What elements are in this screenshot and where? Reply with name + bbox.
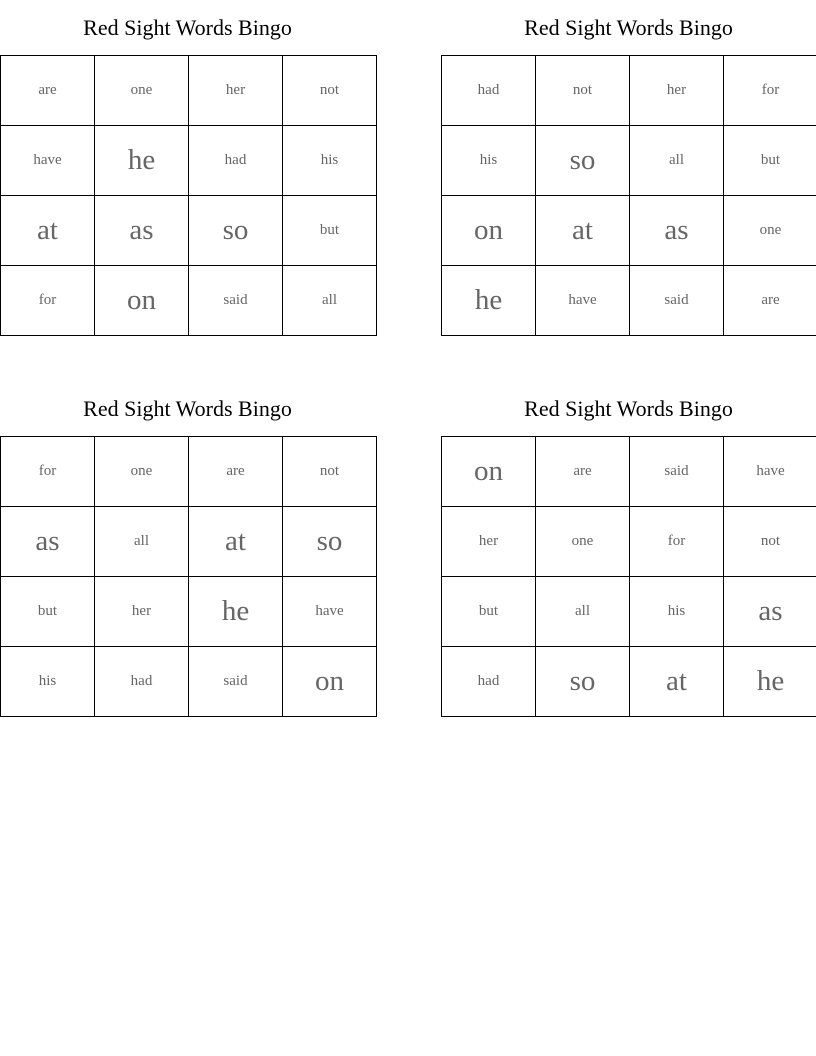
grid-cell: one	[95, 437, 189, 507]
grid-row	[442, 647, 816, 717]
grid-cell: had	[95, 647, 189, 717]
grid-row	[1, 196, 377, 266]
grid-cell: all	[630, 126, 724, 196]
grid-cell: not	[724, 507, 816, 577]
bingo-grid	[0, 55, 377, 336]
grid-cell: said	[189, 647, 283, 717]
bingo-grid	[0, 436, 377, 717]
bingo-grid	[441, 55, 816, 336]
grid-cell: so	[283, 507, 377, 577]
grid-cell: at	[536, 196, 630, 266]
grid-cell: as	[95, 196, 189, 266]
grid-cell: are	[1, 56, 95, 126]
grid-cell: had	[189, 126, 283, 196]
grid-row	[442, 266, 816, 336]
grid-row	[1, 266, 377, 336]
grid-row	[442, 126, 816, 196]
grid-cell: at	[630, 647, 724, 717]
grid-cell: all	[283, 266, 377, 336]
grid-row	[442, 507, 816, 577]
grid-cell: one	[536, 507, 630, 577]
grid-cell: are	[189, 437, 283, 507]
grid-row	[442, 437, 816, 507]
grid-cell: but	[1, 577, 95, 647]
bingo-card-3	[0, 381, 375, 717]
grid-cell: on	[442, 437, 536, 507]
grid-cell: have	[283, 577, 377, 647]
grid-cell: not	[283, 56, 377, 126]
grid-row	[1, 437, 377, 507]
grid-cell: but	[442, 577, 536, 647]
grid-cell: are	[724, 266, 816, 336]
grid-cell: as	[630, 196, 724, 266]
grid-cell: so	[536, 647, 630, 717]
bingo-card-1	[0, 0, 375, 336]
grid-row	[442, 577, 816, 647]
grid-cell: but	[283, 196, 377, 266]
grid-cell: said	[630, 266, 724, 336]
grid-cell: his	[1, 647, 95, 717]
grid-cell: for	[724, 56, 816, 126]
grid-cell: but	[724, 126, 816, 196]
grid-row	[1, 126, 377, 196]
grid-cell: so	[189, 196, 283, 266]
grid-row	[1, 647, 377, 717]
grid-cell: her	[630, 56, 724, 126]
grid-cell: at	[1, 196, 95, 266]
grid-cell: her	[95, 577, 189, 647]
grid-cell: as	[724, 577, 816, 647]
grid-cell: her	[442, 507, 536, 577]
grid-cell: one	[95, 56, 189, 126]
grid-cell: for	[630, 507, 724, 577]
card-title: Red Sight Words Bingo	[83, 396, 292, 421]
grid-cell: he	[724, 647, 816, 717]
grid-row	[442, 56, 816, 126]
grid-cell: said	[189, 266, 283, 336]
grid-cell: not	[283, 437, 377, 507]
card-title: Red Sight Words Bingo	[524, 15, 733, 40]
grid-cell: have	[724, 437, 816, 507]
grid-cell: he	[189, 577, 283, 647]
grid-cell: said	[630, 437, 724, 507]
grid-row	[1, 577, 377, 647]
grid-cell: on	[442, 196, 536, 266]
grid-cell: as	[1, 507, 95, 577]
grid-cell: for	[1, 437, 95, 507]
grid-row	[1, 56, 377, 126]
grid-cell: he	[95, 126, 189, 196]
bingo-card-4	[441, 381, 816, 717]
grid-cell: all	[95, 507, 189, 577]
bingo-card-2	[441, 0, 816, 336]
grid-cell: have	[1, 126, 95, 196]
grid-cell: have	[536, 266, 630, 336]
grid-cell: one	[724, 196, 816, 266]
grid-cell: her	[189, 56, 283, 126]
grid-cell: he	[442, 266, 536, 336]
grid-cell: his	[283, 126, 377, 196]
card-title: Red Sight Words Bingo	[83, 15, 292, 40]
grid-cell: on	[95, 266, 189, 336]
grid-cell: on	[283, 647, 377, 717]
grid-cell: had	[442, 56, 536, 126]
grid-cell: so	[536, 126, 630, 196]
grid-row	[1, 507, 377, 577]
grid-cell: had	[442, 647, 536, 717]
grid-row	[442, 196, 816, 266]
grid-cell: not	[536, 56, 630, 126]
card-title: Red Sight Words Bingo	[524, 396, 733, 421]
grid-cell: his	[630, 577, 724, 647]
grid-cell: are	[536, 437, 630, 507]
grid-cell: all	[536, 577, 630, 647]
grid-cell: for	[1, 266, 95, 336]
grid-cell: at	[189, 507, 283, 577]
bingo-grid	[441, 436, 816, 717]
grid-cell: his	[442, 126, 536, 196]
